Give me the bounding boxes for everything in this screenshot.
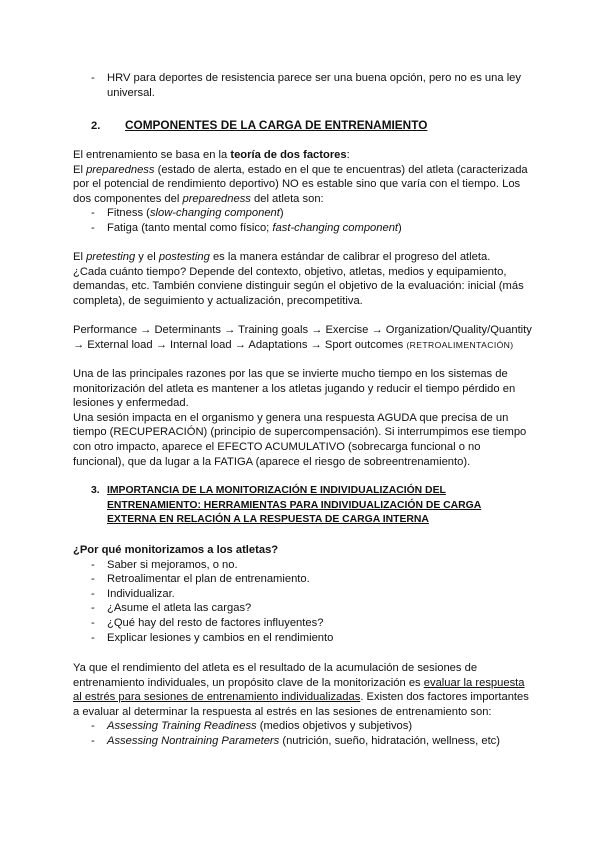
bullet-dash: - bbox=[91, 72, 95, 84]
section3-title-line3: EXTERNA EN RELACIÓN A LA RESPUESTA DE CARGA INTERNA bbox=[107, 514, 429, 526]
para3-line1: Una de las principales razones por las que se invierte mucho tiempo en los sistemas de bbox=[73, 368, 508, 380]
para1-line4: dos componentes del preparedness del atleta son: bbox=[73, 192, 324, 205]
list-item: - Fatiga (tanto mental como físico; fast-changing component) bbox=[91, 221, 402, 234]
list-item: - Individualizar. bbox=[91, 587, 175, 600]
para1-line3: por el potencial de rendimiento deportivo) NO es estable sino que varía con el tiempo. Los bbox=[73, 178, 521, 191]
list-item: - Fitness (slow-changing component) bbox=[91, 207, 284, 220]
intro-bullet-line1: HRV para deportes de resistencia parece ser una buena opción, pero no es una ley bbox=[107, 72, 521, 84]
list-item: - Assessing Training Readiness (medios objetivos y subjetivos) bbox=[91, 720, 413, 733]
section3-paragraph bbox=[73, 661, 543, 749]
intro-bullet bbox=[73, 71, 533, 100]
section3-heading bbox=[73, 484, 543, 528]
question-heading: ¿Por qué monitorizamos a los atletas? bbox=[73, 544, 279, 556]
list-item: - ¿Asume el atleta las cargas? bbox=[91, 602, 252, 615]
para3-line2: monitorización del atleta es mantener a los atletas jugando y reducir el tiempo pérdido en bbox=[73, 382, 516, 395]
section2-paragraph1 bbox=[73, 148, 533, 236]
para2-line4: completa), de seguimiento y actualización, precompetitiva. bbox=[73, 294, 363, 307]
monitoring-reasons bbox=[73, 543, 533, 645]
intro-bullet-line2: universal. bbox=[107, 86, 155, 99]
para2-line2: ¿Cada cuánto tiempo? Depende del contexto, objetivo, atletas, medios y equipamiento, bbox=[73, 265, 507, 278]
load-flow bbox=[73, 323, 543, 352]
para3-line6: con otro impacto, aparece el EFECTO ACUMULATIVO (sobrecarga funcional o no bbox=[73, 440, 481, 453]
section2-heading bbox=[91, 118, 551, 134]
section3-title-line1: IMPORTANCIA DE LA MONITORIZACIÓN E INDIVIDUALIZACIÓN DEL bbox=[107, 485, 446, 496]
para3-line4: Una sesión impacta en el organismo y genera una respuesta AGUDA que precisa de un bbox=[73, 411, 509, 424]
flow-line1: Performance → Determinants → Training goals → Exercise → Organization/Quality/Quantity bbox=[73, 324, 532, 336]
flow-line2: → External load → Internal load → Adaptations → Sport outcomes (RETROALIMENTACIÓN) bbox=[73, 338, 514, 351]
para1-line2: El preparedness (estado de alerta, estado en el que te encuentras) del atleta (caracterizada bbox=[73, 163, 528, 176]
s3-para-line1: Ya que el rendimiento del atleta es el resultado de la acumulación de sesiones de bbox=[73, 662, 478, 674]
feedback-note: (RETROALIMENTACIÓN) bbox=[406, 339, 514, 350]
list-item: - Saber si mejoramos, o no. bbox=[91, 558, 238, 571]
s3-para-line4: a evaluar al determinar la respuesta al estrés en las sesiones de entrenamiento son: bbox=[73, 705, 492, 718]
list-item: - Assessing Nontraining Parameters (nutrición, sueño, hidratación, wellness, etc) bbox=[91, 734, 501, 747]
s3-para-line3: al estrés para sesiones de entrenamiento individualizadas. Existen dos factores importantes bbox=[73, 691, 529, 704]
list-item: - ¿Qué hay del resto de factores influyentes? bbox=[91, 616, 324, 629]
para3-line7: funcional), que da lugar a la FATIGA (aparece el riesgo de sobreentrenamiento). bbox=[73, 455, 471, 468]
para3-line5: tiempo (RECUPERACIÓN) (principio de supercompensación). Si interrumpimos ese tiempo bbox=[73, 426, 527, 439]
s3-para-line2: entrenamiento individuales, un propósito clave de la monitorización es evaluar la respuesta bbox=[73, 676, 525, 689]
para3-line3: lesiones y enfermedad. bbox=[73, 397, 189, 410]
section3-number: 3. bbox=[91, 485, 100, 496]
para1-line1: El entrenamiento se basa en la teoría de dos factores: bbox=[73, 149, 350, 161]
section2-paragraph3 bbox=[73, 367, 533, 469]
section3-title-line2: ENTRENAMIENTO: HERRAMIENTAS PARA INDIVIDUALIZACIÓN DE CARGA bbox=[107, 499, 482, 511]
para2-line1: El pretesting y el postesting es la manera estándar de calibrar el progreso del atleta. bbox=[73, 251, 491, 263]
list-item: - Retroalimentar el plan de entrenamiento. bbox=[91, 573, 310, 586]
para2-line3: demandas, etc. También conviene distinguir según el objetivo de la evaluación: inicial (más bbox=[73, 280, 524, 293]
list-item: - Explicar lesiones y cambios en el rendimiento bbox=[91, 631, 334, 644]
section2-title: COMPONENTES DE LA CARGA DE ENTRENAMIENTO bbox=[125, 118, 428, 132]
section2-paragraph2 bbox=[73, 250, 533, 308]
section2-number: 2. bbox=[91, 120, 101, 132]
two-factor-theory: teoría de dos factores bbox=[230, 149, 347, 161]
